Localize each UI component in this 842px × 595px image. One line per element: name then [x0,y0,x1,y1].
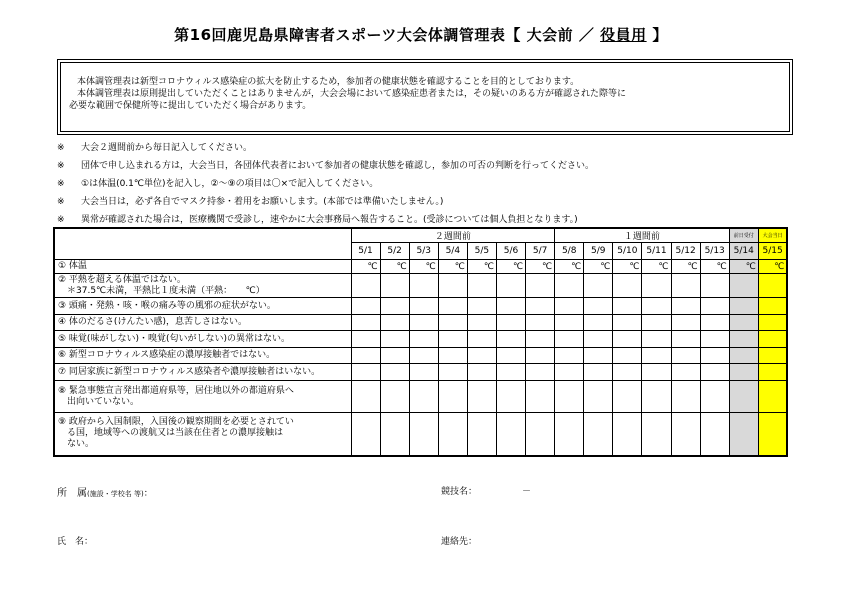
item-header [54,228,351,260]
check-item-label: ⑧ 緊急事態宣言発出都道府県等，居住地以外の都道府県へ 出向いていない。 [54,381,351,413]
note-item: ※ 異常が確認された場合は，医療機関で受診し，速やかに大会事務局へ報告すること。(受診については個人負担となります。) [57,215,578,225]
notes-list [57,139,594,229]
check-cell[interactable] [380,364,409,381]
check-cell[interactable] [467,331,496,348]
check-cell[interactable] [380,381,409,413]
check-cell[interactable] [438,315,467,331]
check-cell[interactable] [380,298,409,315]
check-cell[interactable] [409,348,438,364]
check-row [54,331,787,348]
check-cell[interactable] [467,364,496,381]
check-cell[interactable] [351,364,380,381]
check-cell[interactable] [467,298,496,315]
check-cell[interactable]: ℃ [758,260,787,274]
check-cell[interactable] [758,331,787,348]
check-cell[interactable] [700,331,729,348]
check-cell[interactable] [467,315,496,331]
check-cell[interactable] [555,381,584,413]
check-cell[interactable] [526,274,555,298]
check-cell[interactable] [758,274,787,298]
check-cell[interactable] [642,348,671,364]
affiliation-field: 所 属(施設・学校名 等)： [57,488,153,499]
period-1week: １週間前 [555,228,730,243]
check-cell[interactable] [467,274,496,298]
check-cell[interactable] [409,381,438,413]
date-header: 5/11 [642,243,671,260]
check-cell[interactable] [438,364,467,381]
check-cell[interactable] [671,381,700,413]
notice-line: 本体調管理表は原則提出していただくことはありませんが，大会会場において感染症患者または，その疑いのある方が確認された際等に [77,89,627,99]
check-cell[interactable] [700,348,729,364]
check-cell[interactable] [729,298,758,315]
check-cell[interactable] [438,274,467,298]
note-item: ※ ①は体温(0.1℃単位)を記入し，②～⑨の項目は〇×で記入してください。 [57,179,379,189]
check-cell[interactable] [729,413,758,456]
date-header: 5/2 [380,243,409,260]
date-header: 5/1 [351,243,380,260]
check-cell[interactable] [729,364,758,381]
check-cell[interactable] [729,315,758,331]
check-cell[interactable] [584,331,613,348]
check-item-label: ⑤ 味覚(味がしない)・嗅覚(匂いがしない)の異常はない。 [54,331,351,348]
check-cell[interactable] [729,274,758,298]
check-cell[interactable] [380,274,409,298]
check-cell[interactable] [438,298,467,315]
check-cell[interactable]: ℃ [409,260,438,274]
check-cell[interactable] [555,298,584,315]
check-cell[interactable] [526,315,555,331]
check-cell[interactable] [380,413,409,456]
check-cell[interactable] [526,381,555,413]
check-cell[interactable] [613,364,642,381]
check-cell[interactable] [438,413,467,456]
check-row [54,413,787,456]
date-header: 5/14 [729,243,758,260]
date-header: 5/4 [438,243,467,260]
check-cell[interactable] [409,413,438,456]
check-cell[interactable] [380,315,409,331]
check-cell[interactable]: ℃ [555,260,584,274]
day-before-label: 前日受付 [729,228,758,243]
check-cell[interactable] [758,348,787,364]
check-row [54,298,787,315]
check-cell[interactable] [526,413,555,456]
check-cell[interactable] [555,413,584,456]
title-role: 役員用 [600,26,647,44]
check-cell[interactable] [758,413,787,456]
check-cell[interactable] [351,274,380,298]
event-field: 競技名： － [441,487,532,497]
check-cell[interactable] [613,331,642,348]
check-cell[interactable] [584,381,613,413]
check-cell[interactable]: ℃ [438,260,467,274]
check-cell[interactable]: ℃ [729,260,758,274]
check-cell[interactable] [351,348,380,364]
check-cell[interactable] [758,364,787,381]
check-cell[interactable] [729,331,758,348]
check-cell[interactable]: ℃ [642,260,671,274]
check-cell[interactable] [526,364,555,381]
check-cell[interactable] [496,331,525,348]
check-cell[interactable] [700,413,729,456]
notice-line: 必要な範囲で保健所等に提出していただく場合があります。 [69,101,312,111]
check-cell[interactable] [642,413,671,456]
check-item-label: ② 平熱を超える体温ではない。 ＊37.5℃未満，平熱比１度未満（平熱： ℃） [54,274,351,298]
check-cell[interactable] [584,348,613,364]
check-cell[interactable] [671,331,700,348]
check-cell[interactable] [496,348,525,364]
check-cell[interactable] [584,274,613,298]
check-cell[interactable] [671,315,700,331]
check-cell[interactable] [758,298,787,315]
page-title: 第16回鹿児島県障害者スポーツ大会体調管理表【 大会前 ／ 役員用 】 [174,26,668,44]
check-cell[interactable] [351,381,380,413]
check-cell[interactable] [409,364,438,381]
check-cell[interactable] [758,315,787,331]
check-cell[interactable] [642,381,671,413]
date-header: 5/15 [758,243,787,260]
check-cell[interactable] [409,331,438,348]
check-cell[interactable] [671,348,700,364]
check-cell[interactable] [555,315,584,331]
check-cell[interactable] [467,413,496,456]
check-cell[interactable] [380,331,409,348]
check-cell[interactable] [555,331,584,348]
check-cell[interactable] [496,315,525,331]
check-cell[interactable] [380,348,409,364]
contact-field: 連絡先： [441,537,478,547]
check-cell[interactable] [642,274,671,298]
check-cell[interactable] [671,413,700,456]
name-field: 氏 名： [57,537,94,547]
check-cell[interactable] [409,315,438,331]
check-cell[interactable] [671,298,700,315]
date-header: 5/13 [700,243,729,260]
period-2weeks: ２週間前 [351,228,555,243]
check-cell[interactable] [351,298,380,315]
check-cell[interactable] [613,315,642,331]
check-cell[interactable] [496,381,525,413]
check-cell[interactable] [613,348,642,364]
check-cell[interactable] [555,348,584,364]
check-cell[interactable] [613,274,642,298]
check-cell[interactable] [729,381,758,413]
check-cell[interactable] [526,298,555,315]
check-cell[interactable] [496,298,525,315]
check-row [54,260,787,274]
date-header: 5/10 [613,243,642,260]
check-cell[interactable] [700,274,729,298]
check-item-label: ⑦ 同居家族に新型コロナウィルス感染者や濃厚接触者はいない。 [54,364,351,381]
check-cell[interactable] [671,274,700,298]
check-cell[interactable] [642,315,671,331]
date-header: 5/12 [671,243,700,260]
check-cell[interactable] [438,331,467,348]
check-cell[interactable]: ℃ [584,260,613,274]
check-item-label: ③ 頭痛・発熱・咳・喉の痛み等の風邪の症状がない。 [54,298,351,315]
check-row [54,315,787,331]
health-check-table [53,227,788,457]
check-item-label: ⑨ 政府から入国制限，入国後の観察期間を必要とされてい る国，地域等への渡航又は当該在住者との濃厚接触は ない。 [54,413,351,456]
check-cell[interactable] [642,364,671,381]
check-cell[interactable] [496,364,525,381]
check-item-label: ① 体温 [54,260,351,274]
check-cell[interactable] [584,298,613,315]
check-cell[interactable] [467,381,496,413]
check-cell[interactable] [409,274,438,298]
check-cell[interactable] [671,364,700,381]
check-cell[interactable] [700,381,729,413]
check-cell[interactable] [555,364,584,381]
check-cell[interactable] [409,298,438,315]
check-cell[interactable] [467,348,496,364]
check-cell[interactable] [351,315,380,331]
check-cell[interactable] [642,331,671,348]
check-cell[interactable]: ℃ [351,260,380,274]
check-cell[interactable]: ℃ [526,260,555,274]
check-cell[interactable]: ℃ [671,260,700,274]
note-item: ※ 大会当日は，必ず各自でマスク持参・着用をお願いします。(本部では準備いたしません。) [57,197,444,207]
date-header: 5/3 [409,243,438,260]
check-row [54,348,787,364]
check-cell[interactable] [496,413,525,456]
check-cell[interactable] [584,413,613,456]
check-cell[interactable] [584,364,613,381]
check-cell[interactable] [700,298,729,315]
check-cell[interactable] [438,348,467,364]
check-cell[interactable] [700,364,729,381]
check-cell[interactable] [584,315,613,331]
event-day-label: 大会当日 [758,228,787,243]
notice-line: 本体調管理表は新型コロナウィルス感染症の拡大を防止するため，参加者の健康状態を確認することを目的としております。 [77,77,580,87]
check-cell[interactable] [351,413,380,456]
check-cell[interactable] [613,381,642,413]
note-item: ※ 大会２週間前から毎日記入してください。 [57,143,253,153]
check-cell[interactable]: ℃ [380,260,409,274]
note-item: ※ 団体で申し込まれる方は，大会当日，各団体代表者において参加者の健康状態を確認し，参加の可否の判断を行ってください。 [57,161,595,171]
check-cell[interactable] [438,381,467,413]
check-cell[interactable] [613,298,642,315]
check-cell[interactable] [729,348,758,364]
check-cell[interactable]: ℃ [467,260,496,274]
check-row [54,364,787,381]
date-header: 5/5 [467,243,496,260]
date-header: 5/8 [555,243,584,260]
date-header: 5/7 [526,243,555,260]
check-row [54,381,787,413]
check-cell[interactable] [700,315,729,331]
check-cell[interactable]: ℃ [613,260,642,274]
check-cell[interactable] [555,274,584,298]
check-cell[interactable]: ℃ [700,260,729,274]
notice-box [57,59,793,135]
check-cell[interactable] [758,381,787,413]
check-row [54,274,787,298]
date-header: 5/9 [584,243,613,260]
check-cell[interactable] [613,413,642,456]
check-cell[interactable] [351,331,380,348]
date-header: 5/6 [496,243,525,260]
check-cell[interactable] [496,274,525,298]
check-item-label: ⑥ 新型コロナウィルス感染症の濃厚接触者ではない。 [54,348,351,364]
check-cell[interactable]: ℃ [496,260,525,274]
check-item-label: ④ 体のだるさ(けんたい感)，息苦しさはない。 [54,315,351,331]
check-cell[interactable] [526,331,555,348]
check-cell[interactable] [526,348,555,364]
check-cell[interactable] [642,298,671,315]
